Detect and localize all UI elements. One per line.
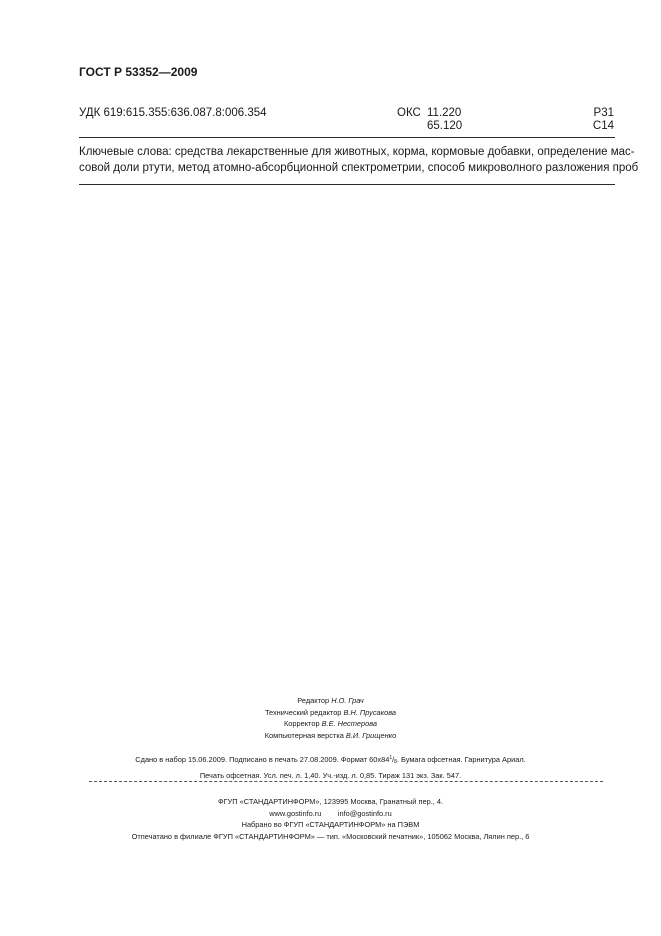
publisher-email[interactable]: info@gostinfo.ru [337, 808, 392, 818]
divider-top [79, 137, 615, 138]
oks-label: ОКС [397, 107, 421, 119]
credit-editor: Редактор Н.О. Грач [297, 696, 364, 705]
oks-code-2: 65.120 [427, 120, 463, 132]
credit-layout: Компьютерная верстка В.И. Грищенко [264, 730, 397, 740]
udc-code: УДК 619:615.355:636.087.8:006.354 [79, 107, 267, 119]
keywords-line-2: совой доли ртути, метод атомно-абсорбционной спектрометрии, способ микроволного разложения проб [79, 162, 639, 174]
publication-block [0, 751, 661, 783]
credit-tech-editor: Технический редактор В.Н. Прусакова [264, 707, 397, 717]
keywords-line-1: Ключевые слова: средства лекарственные для животных, корма, кормовые добавки, определение мас- [79, 146, 635, 158]
publisher-contacts [0, 808, 661, 820]
publication-line-1: Сдано в набор 15.06.2009. Подписано в печать 27.08.2009. Формат $60х84^1/_8$. Бумага офсетная. Гарнитура Ариал. [135, 755, 526, 765]
oks-code-1: 11.220 [427, 107, 462, 119]
publication-line-2: Печать офсетная. Усл. печ. л. 1,40. Уч.-изд. л. 0,85. Тираж 131 экз. Зак. 547. [199, 771, 462, 780]
keywords-block [79, 144, 639, 176]
group-code-2: С14 [592, 120, 614, 132]
divider-bottom [79, 184, 615, 185]
footer-block [0, 796, 661, 842]
standard-number: ГОСТ Р 53352—2009 [79, 65, 198, 79]
credit-proofreader: Корректор В.Е. Нестерова [283, 719, 378, 729]
group-code-1: Р31 [593, 107, 614, 119]
printing-note: Отпечатано в филиале ФГУП «СТАНДАРТИНФОРМ» — тип. «Московский печатник», 105062 Москва, Лялин пер., 6 [131, 831, 530, 841]
typesetting-note: Набрано во ФГУП «СТАНДАРТИНФОРМ» на ПЭВМ [241, 820, 420, 830]
publisher-address: ФГУП «СТАНДАРТИНФОРМ», 123995 Москва, Гранатный пер., 4. [217, 797, 444, 806]
credits-block [0, 695, 661, 741]
publisher-website[interactable]: www.gostinfo.ru [269, 808, 322, 818]
dashed-divider [89, 781, 603, 782]
